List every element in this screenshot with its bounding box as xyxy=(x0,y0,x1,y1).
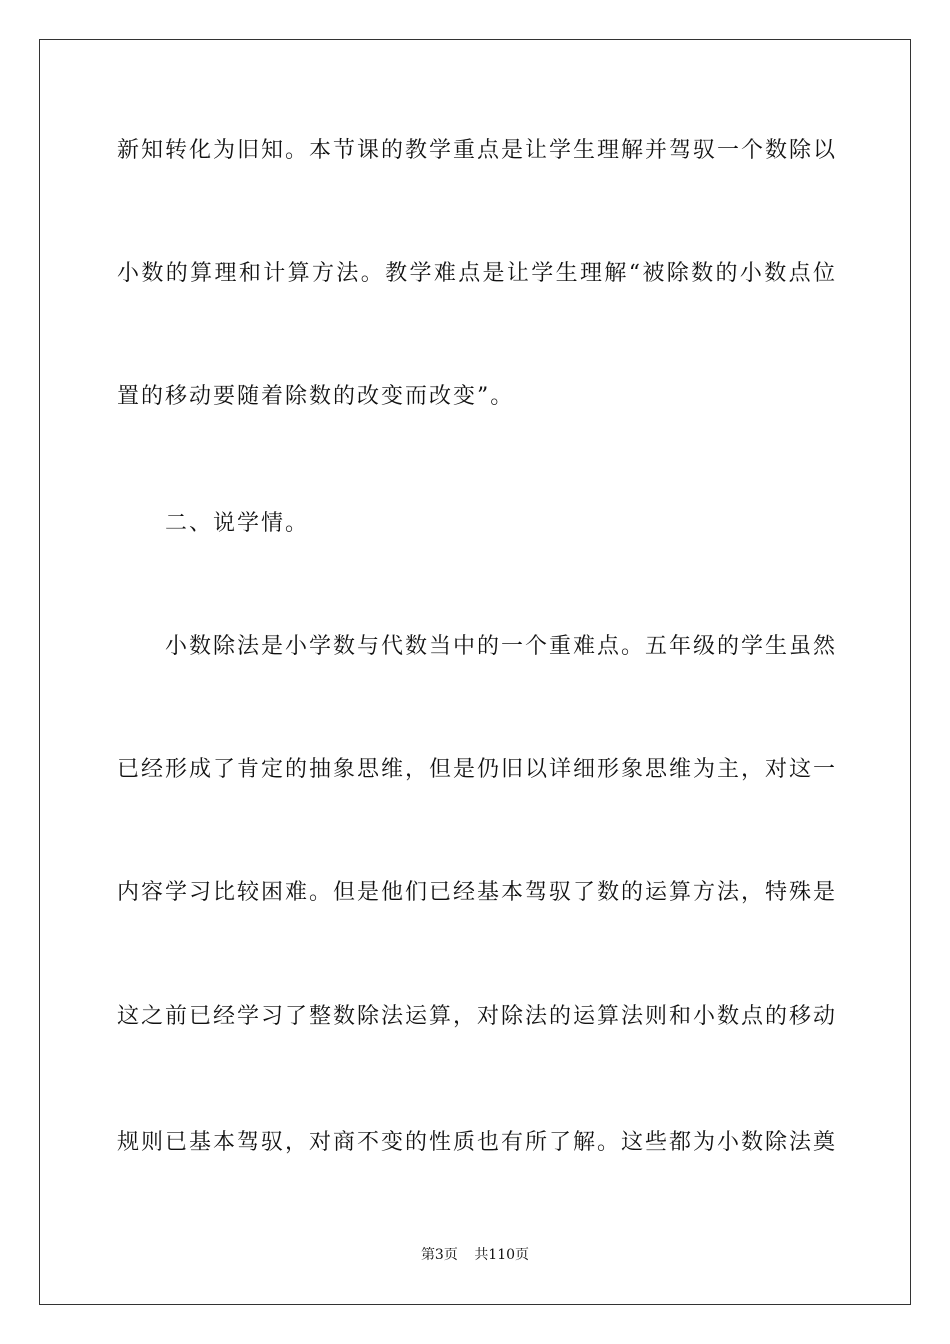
page-border xyxy=(39,39,911,1305)
paragraph-line: 新知转化为旧知。本节课的教学重点是让学生理解并驾驭一个数除以 xyxy=(117,138,838,163)
total-pages: 共110页 xyxy=(474,1247,530,1263)
paragraph-line: 小数的算理和计算方法。教学难点是让学生理解“被除数的小数点位 xyxy=(117,261,837,286)
paragraph-line: 内容学习比较困难。但是他们已经基本驾驭了数的运算方法，特殊是 xyxy=(117,880,838,905)
page-footer xyxy=(0,1246,950,1264)
paragraph-line: 小数除法是小学数与代数当中的一个重难点。五年级的学生虽然 xyxy=(165,634,838,659)
section-heading: 二、说学情。 xyxy=(165,511,310,536)
paragraph-line: 置的移动要随着除数的改变而改变”。 xyxy=(117,384,515,409)
paragraph-line: 规则已基本驾驭，对商不变的性质也有所了解。这些都为小数除法奠 xyxy=(117,1130,838,1155)
page-number: 第3页 xyxy=(420,1247,458,1263)
paragraph-line: 已经形成了肯定的抽象思维，但是仍旧以详细形象思维为主，对这一 xyxy=(117,757,838,782)
paragraph-line: 这之前已经学习了整数除法运算，对除法的运算法则和小数点的移动 xyxy=(117,1004,838,1029)
